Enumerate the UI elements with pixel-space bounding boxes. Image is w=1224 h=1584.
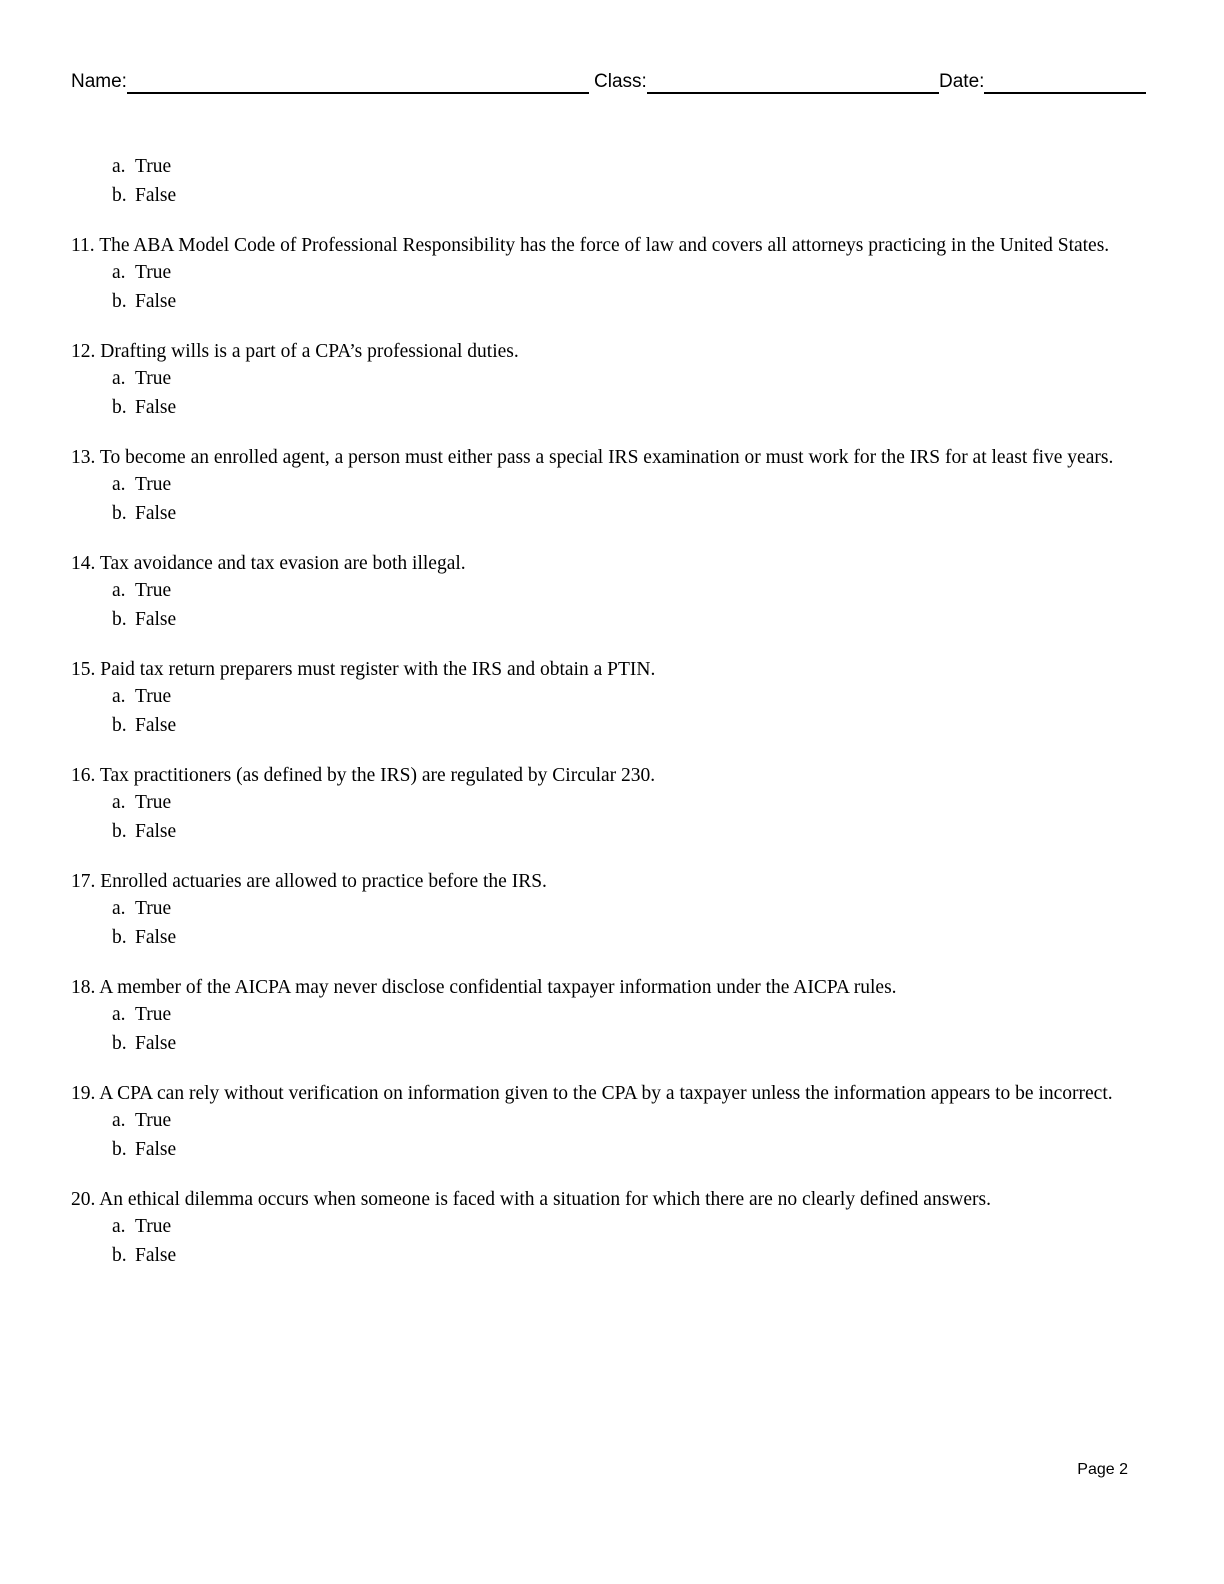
question-text bbox=[71, 869, 1146, 894]
question-16 bbox=[71, 763, 1146, 846]
option-text: False bbox=[135, 927, 177, 948]
option-text: False bbox=[135, 715, 177, 736]
option-text: False bbox=[135, 1033, 177, 1054]
class-field bbox=[594, 70, 939, 94]
option-text: False bbox=[135, 1139, 177, 1160]
option-letter: b. bbox=[112, 715, 127, 736]
answer-option bbox=[71, 181, 1146, 210]
question-body: To become an enrolled agent, a person must either pass a special IRS examination or must work for the IRS for at least five years. bbox=[99, 447, 1114, 468]
answer-options bbox=[71, 1000, 1146, 1058]
answer-options bbox=[71, 470, 1146, 528]
answer-options bbox=[71, 258, 1146, 316]
answer-option bbox=[71, 1241, 1146, 1270]
question-number: 15. bbox=[71, 659, 96, 680]
question-number: 11. bbox=[71, 235, 95, 256]
question-text bbox=[71, 1187, 1146, 1212]
question-number: 20. bbox=[71, 1189, 96, 1210]
option-text: True bbox=[135, 792, 172, 813]
question-13 bbox=[71, 445, 1146, 528]
option-letter: a. bbox=[112, 898, 126, 919]
question-number: 14. bbox=[71, 553, 96, 574]
question-19 bbox=[71, 1081, 1146, 1164]
question-number: 12. bbox=[71, 341, 96, 362]
question-text bbox=[71, 657, 1146, 682]
answer-option bbox=[71, 470, 1146, 499]
option-text: False bbox=[135, 821, 177, 842]
question-number: 18. bbox=[71, 977, 96, 998]
option-text: False bbox=[135, 503, 177, 524]
answer-option bbox=[71, 817, 1146, 846]
question-number: 19. bbox=[71, 1083, 96, 1104]
answer-option bbox=[71, 499, 1146, 528]
option-text: True bbox=[135, 156, 172, 177]
answer-options bbox=[71, 682, 1146, 740]
question-body: Tax avoidance and tax evasion are both illegal. bbox=[99, 553, 466, 574]
date-blank-line bbox=[984, 72, 1146, 94]
answer-option bbox=[71, 711, 1146, 740]
question-text bbox=[71, 233, 1146, 258]
answer-option bbox=[71, 788, 1146, 817]
answer-option bbox=[71, 258, 1146, 287]
answer-option bbox=[71, 923, 1146, 952]
answer-options bbox=[71, 152, 1146, 210]
option-text: False bbox=[135, 1245, 177, 1266]
question-body: Drafting wills is a part of a CPA’s professional duties. bbox=[100, 341, 519, 362]
option-text: True bbox=[135, 474, 172, 495]
question-17 bbox=[71, 869, 1146, 952]
option-letter: a. bbox=[112, 792, 126, 813]
continued-question bbox=[71, 152, 1146, 210]
question-number: 13. bbox=[71, 447, 96, 468]
answer-option bbox=[71, 287, 1146, 316]
question-number: 16. bbox=[71, 765, 96, 786]
answer-option bbox=[71, 393, 1146, 422]
question-number: 17. bbox=[71, 871, 96, 892]
question-text bbox=[71, 975, 1146, 1000]
option-letter: a. bbox=[112, 580, 126, 601]
date-field bbox=[939, 70, 1146, 94]
question-body: Tax practitioners (as defined by the IRS) are regulated by Circular 230. bbox=[99, 765, 656, 786]
answer-option bbox=[71, 682, 1146, 711]
answer-option bbox=[71, 1000, 1146, 1029]
question-text bbox=[71, 445, 1146, 470]
option-text: True bbox=[135, 1004, 172, 1025]
name-field bbox=[71, 70, 589, 94]
question-12 bbox=[71, 339, 1146, 422]
answer-options bbox=[71, 364, 1146, 422]
answer-options bbox=[71, 894, 1146, 952]
question-text bbox=[71, 763, 1146, 788]
option-letter: b. bbox=[112, 1245, 127, 1266]
worksheet-header bbox=[71, 70, 1147, 96]
option-text: True bbox=[135, 1110, 172, 1131]
option-text: False bbox=[135, 291, 177, 312]
class-label: Class: bbox=[594, 71, 647, 92]
name-blank-line bbox=[127, 72, 589, 94]
question-list bbox=[71, 152, 1146, 1293]
option-text: False bbox=[135, 397, 177, 418]
question-body: Enrolled actuaries are allowed to practice before the IRS. bbox=[100, 871, 547, 892]
question-body: Paid tax return preparers must register with the IRS and obtain a PTIN. bbox=[100, 659, 656, 680]
option-letter: a. bbox=[112, 686, 126, 707]
question-20 bbox=[71, 1187, 1146, 1270]
class-blank-line bbox=[647, 72, 939, 94]
option-letter: b. bbox=[112, 185, 127, 206]
option-letter: a. bbox=[112, 474, 126, 495]
question-15 bbox=[71, 657, 1146, 740]
answer-options bbox=[71, 788, 1146, 846]
option-letter: b. bbox=[112, 503, 127, 524]
option-text: True bbox=[135, 262, 172, 283]
option-letter: a. bbox=[112, 1216, 126, 1237]
option-letter: b. bbox=[112, 927, 127, 948]
answer-options bbox=[71, 1106, 1146, 1164]
option-text: True bbox=[135, 580, 172, 601]
question-14 bbox=[71, 551, 1146, 634]
option-letter: a. bbox=[112, 262, 126, 283]
page-number: Page 2 bbox=[1077, 1461, 1128, 1478]
answer-option bbox=[71, 576, 1146, 605]
date-label: Date: bbox=[939, 71, 985, 92]
option-text: True bbox=[135, 898, 172, 919]
question-text bbox=[71, 1081, 1146, 1106]
answer-options bbox=[71, 1212, 1146, 1270]
answer-option bbox=[71, 152, 1146, 181]
option-letter: b. bbox=[112, 397, 127, 418]
option-letter: b. bbox=[112, 291, 127, 312]
option-letter: a. bbox=[112, 1004, 126, 1025]
option-letter: b. bbox=[112, 821, 127, 842]
answer-option bbox=[71, 1106, 1146, 1135]
option-letter: a. bbox=[112, 1110, 126, 1131]
question-body: A CPA can rely without verification on information given to the CPA by a taxpayer unless the information appears to be incorrect. bbox=[99, 1083, 1113, 1104]
answer-option bbox=[71, 894, 1146, 923]
option-text: False bbox=[135, 609, 177, 630]
question-text bbox=[71, 339, 1146, 364]
answer-option bbox=[71, 1029, 1146, 1058]
question-18 bbox=[71, 975, 1146, 1058]
answer-options bbox=[71, 576, 1146, 634]
answer-option bbox=[71, 1135, 1146, 1164]
question-body: The ABA Model Code of Professional Responsibility has the force of law and covers all attorneys practicing in the United States. bbox=[99, 235, 1110, 256]
question-body: An ethical dilemma occurs when someone is faced with a situation for which there are no clearly defined answers. bbox=[99, 1189, 991, 1210]
option-letter: b. bbox=[112, 1033, 127, 1054]
question-body: A member of the AICPA may never disclose confidential taxpayer information under the AICPA rules. bbox=[99, 977, 897, 998]
option-text: True bbox=[135, 686, 172, 707]
option-letter: a. bbox=[112, 368, 126, 389]
question-11 bbox=[71, 233, 1146, 316]
option-letter: b. bbox=[112, 1139, 127, 1160]
option-text: True bbox=[135, 368, 172, 389]
answer-option bbox=[71, 605, 1146, 634]
answer-option bbox=[71, 1212, 1146, 1241]
option-letter: b. bbox=[112, 609, 127, 630]
option-text: False bbox=[135, 185, 177, 206]
option-text: True bbox=[135, 1216, 172, 1237]
question-text bbox=[71, 551, 1146, 576]
name-label: Name: bbox=[71, 71, 127, 92]
answer-option bbox=[71, 364, 1146, 393]
option-letter: a. bbox=[112, 156, 126, 177]
